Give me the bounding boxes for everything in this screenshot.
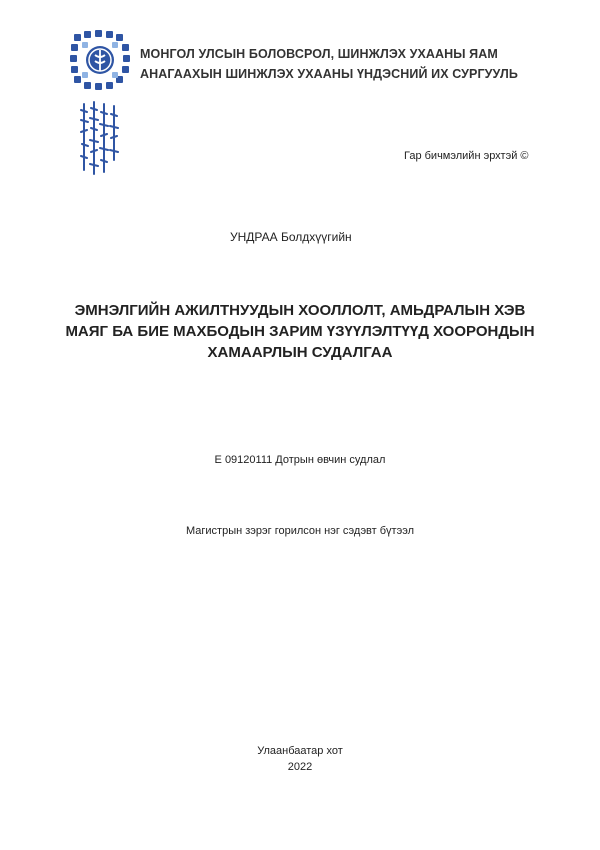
university-logo-icon [68,28,132,92]
year: 2022 [287,761,313,773]
thesis-title [40,300,560,363]
university-name: АНАГААХЫН ШИНЖЛЭХ УХААНЫ ҮНДЭСНИЙ ИХ СУРГУУЛЬ [140,67,518,81]
copyright-notice: Гар бичмэлийн эрхтэй © [404,150,529,162]
city-name: Улаанбаатар хот [257,745,343,757]
institution-header [140,44,580,84]
thesis-title-line-2: МАЯГ БА БИЕ МАХБОДЫН ЗАРИМ ҮЗҮҮЛЭЛТҮҮД ХООРОНДЫН [65,323,535,340]
specialty-code: Е 09120111 Дотрын өвчин судлал [214,454,386,466]
mongolian-script-logo-icon [78,100,122,178]
author-name: УНДРАА Болдхүүгийн [230,230,352,244]
thesis-title-line-3: ХАМААРЛЫН СУДАЛГАА [207,344,393,361]
ministry-name: МОНГОЛ УЛСЫН БОЛОВСРОЛ, ШИНЖЛЭХ УХААНЫ ЯАМ [140,47,498,61]
thesis-title-line-1: ЭМНЭЛГИЙН АЖИЛТНУУДЫН ХООЛЛОЛТ, АМЬДРАЛЫН ХЭВ [74,302,526,319]
degree-statement: Магистрын зэрэг горилсон нэг сэдэвт бүтээл [186,525,414,537]
